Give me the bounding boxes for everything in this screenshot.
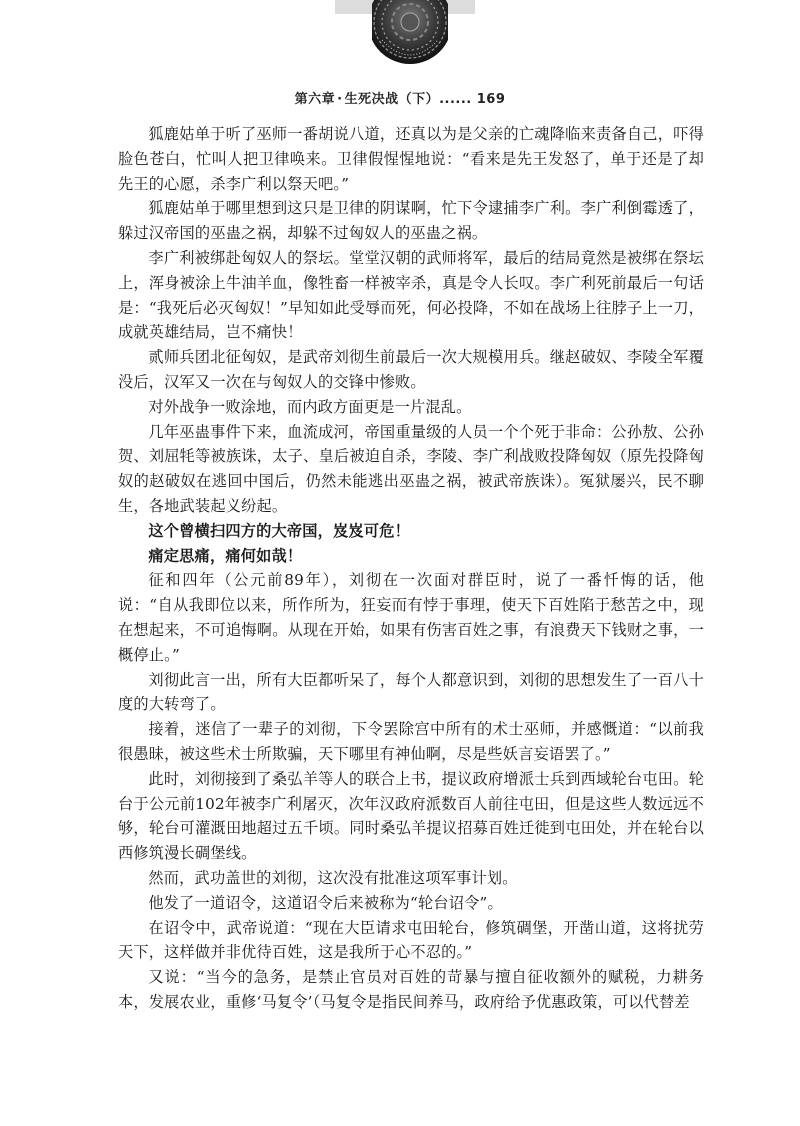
- paragraph: 痛定思痛，痛何如哉！: [148, 546, 303, 565]
- body-text: [118, 122, 704, 1015]
- paragraph: 贰师兵团北征匈奴，是武帝刘彻生前最后一次大规模用兵。继赵破奴、李陵全军覆没后，汉军又一次在与匈奴人的交锋中惨败。: [118, 348, 704, 391]
- paragraph: 这个曾横扫四方的大帝国，岌岌可危！: [148, 521, 410, 540]
- chapter-label: 第六章: [294, 92, 336, 107]
- paragraph: 征和四年（公元前89年），刘彻在一次面对群臣时，说了一番忏悔的话，他说：“自从我即位以来，所作所为，狂妄而有悖于事理，使天下百姓陷于愁苦之中，现在想起来，不可追悔啊。从现在开始，如果有伤害百姓之事，有浪费天下钱财之事，一概停止。”: [118, 571, 704, 664]
- paragraph: 狐鹿姑单于哪里想到这只是卫律的阴谋啊，忙下令逮捕李广利。李广利倒霉透了，躲过汉帝国的巫蛊之祸，却躲不过匈奴人的巫蛊之祸。: [118, 199, 704, 243]
- paragraph: 此时，刘彻接到了桑弘羊等人的联合上书，提议政府增派士兵到西域轮台屯田。轮台于公元前102年被李广利屠灭，次年汉政府派数百人前往屯田，但是这些人数远远不够，轮台可灌溉田地超过五千顷。同时桑弘羊提议招募百姓迁徙到屯田处，并在轮台以西修筑漫长碉堡线。: [118, 769, 704, 863]
- running-head: [0, 88, 800, 107]
- paragraph: 他发了一道诏令，这道诏令后来被称为“轮台诏令”。: [148, 893, 503, 912]
- chapter-title: 生死决战（下）: [344, 92, 440, 107]
- paragraph: 然而，武功盖世的刘彻，这次没有批准这项军事计划。: [148, 868, 518, 887]
- paragraph: 对外战争一败涂地，而内政方面更是一片混乱。: [148, 397, 472, 416]
- paragraph: 接着，迷信了一辈子的刘彻，下令罢除宫中所有的术士巫师，并感慨道：“以前我很愚昧，被这些术士所欺骗，天下哪里有神仙啊，尽是些妖言妄语罢了。”: [118, 720, 704, 763]
- title-leader: ......: [439, 92, 472, 107]
- paragraph: 又说：“当今的急务，是禁止官员对百姓的苛暴与擅自征收额外的赋税，力耕务本，发展农业，重修‘马复令’（马复令是指民间养马，政府给予优惠政策，可以代替差: [118, 968, 704, 1011]
- paragraph: 几年巫蛊事件下来，血流成河，帝国重量级的人员一个个死于非命：公孙敖、公孙贺、刘屈牦等被族诛，太子、皇后被迫自杀，李陵、李广利战败投降匈奴（原先投降匈奴的赵破奴在逃回中国后，仍然未能逃出巫蛊之祸，被武帝族诛）。冤狱屡兴，民不聊生，各地武装起义纷起。: [118, 422, 704, 515]
- chapter-separator: ·: [337, 92, 343, 107]
- paragraph: 李广利被绑赴匈奴人的祭坛。堂堂汉朝的武师将军，最后的结局竟然是被绑在祭坛上，浑身被涂上牛油羊血，像牲畜一样被宰杀，真是令人长叹。李广利死前最后一句话是：“我死后必灭匈奴！”早知如此受辱而死，何必投降，不如在战场上往脖子上一刀，成就英雄结局，岂不痛快！: [118, 248, 704, 342]
- page-number: 169: [476, 92, 506, 107]
- paragraph: 刘彻此言一出，所有大臣都听呆了，每个人都意识到，刘彻的思想发生了一百八十度的大转弯了。: [118, 670, 704, 714]
- paragraph: 狐鹿姑单于听了巫师一番胡说八道，还真以为是父亲的亡魂降临来责备自己，吓得脸色苍白，忙叫人把卫律唤来。卫律假惺惺地说：“看来是先王发怒了，单于还是了却先王的心愿，杀李广利以祭天吧。”: [118, 125, 704, 193]
- decorative-emblem-icon: [372, 0, 448, 66]
- paragraph: 在诏令中，武帝说道：“现在大臣请求屯田轮台，修筑碉堡，开凿山道，这将扰劳天下，这样做并非优待百姓，这是我所于心不忍的。”: [118, 918, 704, 962]
